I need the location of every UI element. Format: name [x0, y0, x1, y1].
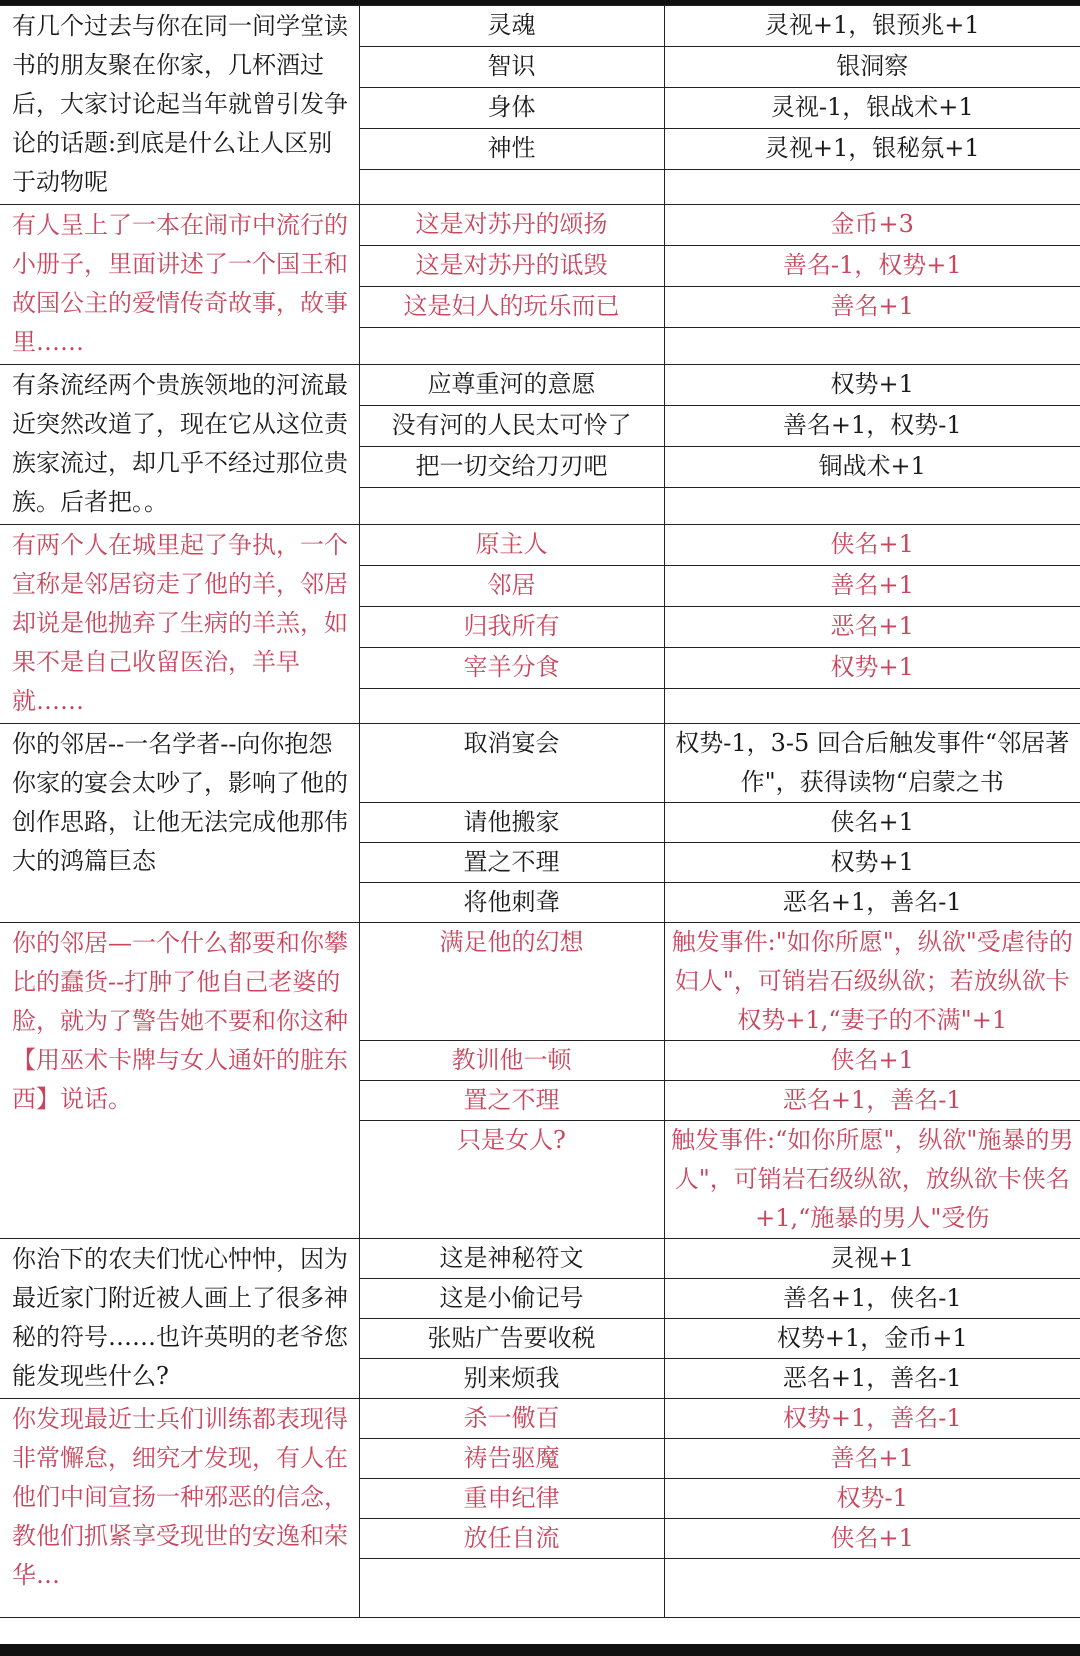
- choice-effect: 权势+1: [664, 365, 1080, 406]
- choice-effect: 权势+1: [664, 843, 1080, 883]
- table-row: [0, 1399, 1080, 1439]
- choice-option: 身体: [359, 88, 664, 129]
- choice-option: 祷告驱魔: [359, 1439, 664, 1479]
- event-prompt: 有人呈上了一本在闹市中流行的小册子，里面讲述了一个国王和故国公主的爱情传奇故事，故事里……: [0, 205, 359, 365]
- choice-effect: 善名+1: [664, 287, 1080, 328]
- choice-option: 这是妇人的玩乐而已: [359, 287, 664, 328]
- empty-cell: [664, 170, 1080, 205]
- choice-option: 智识: [359, 47, 664, 88]
- empty-cell: [664, 689, 1080, 724]
- empty-cell: [359, 488, 664, 525]
- choice-effect: 权势+1，金币+1: [664, 1319, 1080, 1359]
- choice-effect: 权势-1，3-5 回合后触发事件“邻居著作"，获得读物“启蒙之书: [664, 724, 1080, 803]
- choice-option: 取消宴会: [359, 724, 664, 803]
- choice-option: 这是对苏丹的颂扬: [359, 205, 664, 246]
- choice-effect: 触发事件:“如你所愿"，纵欲"施暴的男人"，可销岩石级纵欲，放纵欲卡侠名+1,“施暴的男人"受伤: [664, 1121, 1080, 1239]
- choice-option: 归我所有: [359, 607, 664, 648]
- choice-option: 宰羊分食: [359, 648, 664, 689]
- choice-option: 神性: [359, 129, 664, 170]
- event-prompt: 有几个过去与你在同一间学堂读书的朋友聚在你家，几杯酒过后，大家讨论起当年就曾引发争论的话题:到底是什么让人区别于动物呢: [0, 6, 359, 205]
- empty-cell: [359, 328, 664, 365]
- choice-effect: 侠名+1: [664, 525, 1080, 566]
- event-prompt: 你发现最近士兵们训练都表现得非常懈怠，细究才发现，有人在他们中间宣扬一种邪恶的信念，教他们抓紧享受现世的安逸和荣华…: [0, 1399, 359, 1618]
- event-prompt: 你的邻居--一名学者--向你抱怨你家的宴会太吵了，影响了他的创作思路，让他无法完成他那伟大的鸿篇巨态: [0, 724, 359, 923]
- choice-effect: 灵视+1，银预兆+1: [664, 6, 1080, 47]
- choice-option: 这是对苏丹的诋毁: [359, 246, 664, 287]
- empty-cell: [664, 488, 1080, 525]
- table-row: [0, 1239, 1080, 1279]
- table-row: [0, 724, 1080, 803]
- choice-effect: 灵视+1: [664, 1239, 1080, 1279]
- choice-effect: 灵视-1，银战术+1: [664, 88, 1080, 129]
- choice-effect: 触发事件:"如你所愿"，纵欲"受虐待的妇人"，可销岩石级纵欲；若放纵欲卡权势+1,“妻子的不满"+1: [664, 923, 1080, 1041]
- choice-effect: 善名+1: [664, 566, 1080, 607]
- choice-effect: 权势-1: [664, 1479, 1080, 1519]
- choice-option: 只是女人?: [359, 1121, 664, 1239]
- event-prompt: 有条流经两个贵族领地的河流最近突然改道了，现在它从这位责族家流过，却几乎不经过那位贵族。后者把。。: [0, 365, 359, 525]
- empty-cell: [359, 170, 664, 205]
- choice-option: 满足他的幻想: [359, 923, 664, 1041]
- event-prompt: 你治下的农夫们忧心忡忡，因为最近家门附近被人画上了很多神秘的符号……也许英明的老爷您能发现些什么?: [0, 1239, 359, 1399]
- empty-cell: [359, 689, 664, 724]
- table-row: [0, 525, 1080, 566]
- table-row: [0, 365, 1080, 406]
- choice-effect: 铜战术+1: [664, 447, 1080, 488]
- choice-option: 将他刺聋: [359, 883, 664, 923]
- choice-effect: 善名+1，权势-1: [664, 406, 1080, 447]
- choice-option: 杀一儆百: [359, 1399, 664, 1439]
- choice-option: 张贴广告要收税: [359, 1319, 664, 1359]
- empty-cell: [664, 1559, 1080, 1618]
- choice-option: 没有河的人民太可怜了: [359, 406, 664, 447]
- choice-effect: 恶名+1，善名-1: [664, 1359, 1080, 1399]
- choice-option: 别来烦我: [359, 1359, 664, 1399]
- choice-effect: 恶名+1: [664, 607, 1080, 648]
- choice-effect: 银洞察: [664, 47, 1080, 88]
- choice-option: 这是神秘符文: [359, 1239, 664, 1279]
- event-prompt: 有两个人在城里起了争执，一个宣称是邻居窃走了他的羊，邻居却说是他抛弃了生病的羊羔，如果不是自己收留医治，羊早就……: [0, 525, 359, 724]
- choice-option: 这是小偷记号: [359, 1279, 664, 1319]
- choice-option: 放任自流: [359, 1519, 664, 1559]
- choice-option: 置之不理: [359, 843, 664, 883]
- empty-cell: [664, 328, 1080, 365]
- choice-option: 教训他一顿: [359, 1041, 664, 1081]
- choice-effect: 善名+1: [664, 1439, 1080, 1479]
- choice-effect: 恶名+1，善名-1: [664, 883, 1080, 923]
- choice-effect: 恶名+1，善名-1: [664, 1081, 1080, 1121]
- choice-option: 置之不理: [359, 1081, 664, 1121]
- choice-option: 重申纪律: [359, 1479, 664, 1519]
- choice-effect: 侠名+1: [664, 1041, 1080, 1081]
- table-row: [0, 205, 1080, 246]
- choice-effect: 金币+3: [664, 205, 1080, 246]
- event-prompt: 你的邻居—一个什么都要和你攀比的蠢货--打肿了他自己老婆的脸，就为了警告她不要和你这种【用巫术卡牌与女人通奸的脏东西】说话。: [0, 923, 359, 1239]
- table-row: [0, 6, 1080, 47]
- choice-effect: 权势+1，善名-1: [664, 1399, 1080, 1439]
- choice-effect: 善名+1，侠名-1: [664, 1279, 1080, 1319]
- event-choice-table: [0, 5, 1080, 1618]
- choice-option: 灵魂: [359, 6, 664, 47]
- choice-effect: 善名-1，权势+1: [664, 246, 1080, 287]
- bottom-border: [0, 1644, 1080, 1656]
- choice-option: 邻居: [359, 566, 664, 607]
- empty-cell: [359, 1559, 664, 1618]
- choice-option: 把一切交给刀刃吧: [359, 447, 664, 488]
- table-row: [0, 923, 1080, 1041]
- choice-effect: 灵视+1，银秘氛+1: [664, 129, 1080, 170]
- choice-option: 原主人: [359, 525, 664, 566]
- choice-effect: 侠名+1: [664, 803, 1080, 843]
- choice-option: 请他搬家: [359, 803, 664, 843]
- choice-option: 应尊重河的意愿: [359, 365, 664, 406]
- choice-effect: 侠名+1: [664, 1519, 1080, 1559]
- choice-effect: 权势+1: [664, 648, 1080, 689]
